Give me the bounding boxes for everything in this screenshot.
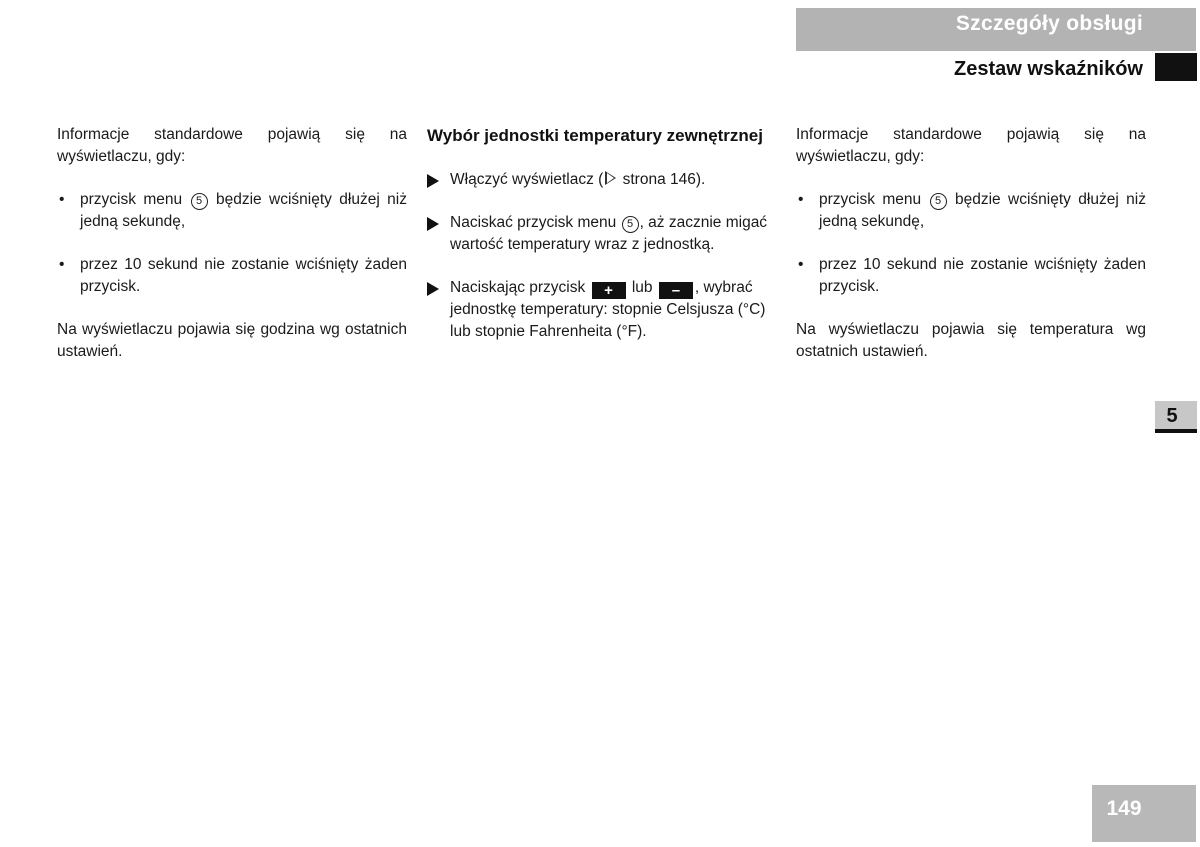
triangle-right-icon	[427, 282, 439, 296]
bullet-dot-icon: •	[798, 191, 804, 208]
step-3-after: , wybrać jednostkę temperatury: stopnie Celsjusza (°C) lub stopnie Fahrenheita (°F).	[450, 279, 766, 340]
triangle-right-icon	[427, 174, 439, 188]
chapter-title: Szczegóły obsługi	[955, 12, 1143, 35]
step-1-before: Włączyć wyświetlacz (	[450, 171, 604, 188]
step-1-link[interactable]: strona 146).	[622, 171, 706, 188]
right-intro: Informacje standardowe pojawią się na wyświetlaczu, gdy:	[796, 126, 1146, 165]
right-bullet-2	[796, 254, 1146, 298]
step-3	[427, 277, 777, 343]
right-outro: Na wyświetlaczu pojawia się temperatura wg ostatnich ustawień.	[796, 321, 1146, 360]
middle-column	[427, 124, 777, 343]
left-bullet-1-after: będzie wciśnięty dłużej niż jedną sekundę,	[80, 191, 407, 230]
triangle-right-icon	[427, 217, 439, 231]
chapter-number: 5	[1166, 405, 1178, 427]
left-bullet-2	[57, 254, 407, 298]
circled-digit-icon: 5	[930, 193, 947, 210]
bullet-dot-icon: •	[59, 256, 65, 273]
step-2	[427, 212, 777, 256]
step-3-before: Naciskając przycisk	[450, 279, 586, 296]
circled-digit-icon: 5	[191, 193, 208, 210]
left-bullet-1-before: przycisk menu	[80, 191, 183, 208]
minus-key-icon: –	[659, 282, 693, 299]
page-number: 149	[1106, 797, 1142, 820]
step-2-before: Naciskać przycisk menu	[450, 214, 617, 231]
bullet-dot-icon: •	[59, 191, 65, 208]
step-3-middle: lub	[631, 279, 653, 296]
left-bullet-1	[57, 189, 407, 233]
step-2-after: , aż zacznie migać wartość temperatury wraz z jednostką.	[450, 214, 768, 253]
section-marker	[1155, 53, 1197, 81]
step-1	[427, 169, 777, 191]
circled-digit-icon: 5	[622, 216, 639, 233]
right-bullet-2-text: przez 10 sekund nie zostanie wciśnięty żaden przycisk.	[819, 256, 1146, 295]
plus-key-icon: +	[592, 282, 626, 299]
right-bullet-1-after: będzie wciśnięty dłużej niż jedną sekundę,	[819, 191, 1146, 230]
left-bullet-2-text: przez 10 sekund nie zostanie wciśnięty żaden przycisk.	[80, 256, 407, 295]
section-title: Zestaw wskaźników	[954, 58, 1143, 80]
right-bullet-1-before: przycisk menu	[819, 191, 922, 208]
chapter-tab-underline	[1155, 429, 1197, 433]
left-outro: Na wyświetlaczu pojawia się godzina wg ostatnich ustawień.	[57, 321, 407, 360]
left-column	[57, 124, 407, 363]
page-reference-triangle-icon	[605, 171, 616, 185]
right-bullet-1	[796, 189, 1146, 233]
middle-heading: Wybór jednostki temperatury zewnętrznej	[427, 126, 763, 145]
right-column	[796, 124, 1146, 363]
bullet-dot-icon: •	[798, 256, 804, 273]
left-intro: Informacje standardowe pojawią się na wyświetlaczu, gdy:	[57, 126, 407, 165]
